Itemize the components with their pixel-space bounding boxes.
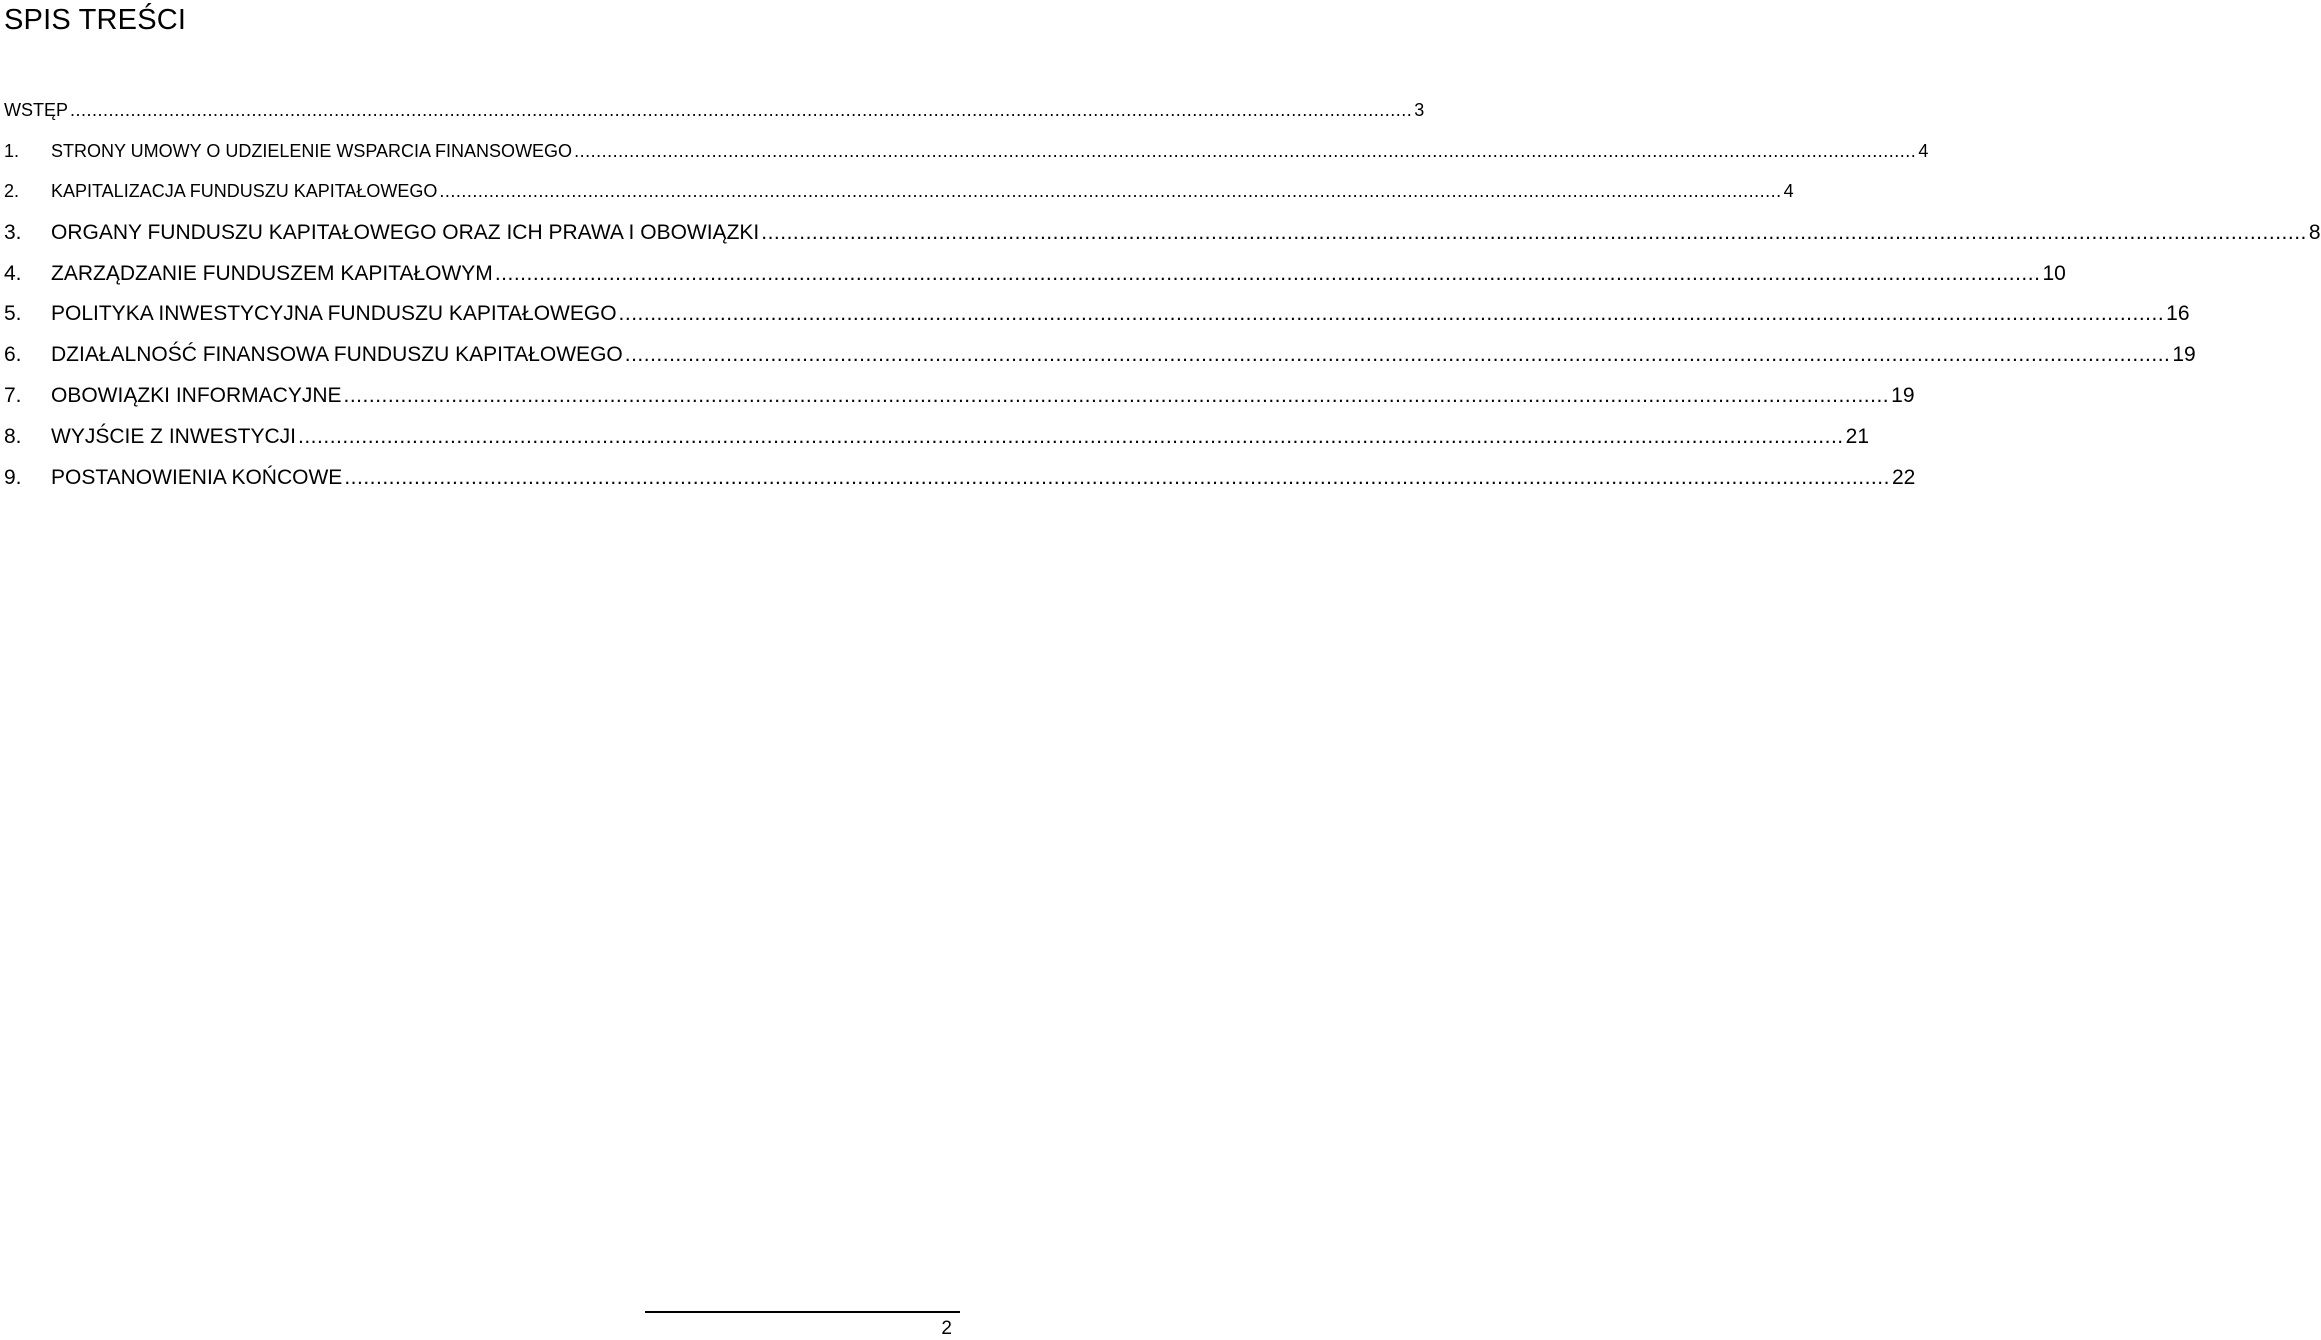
- toc-dot-leader: ....................................................................................................................................................................................................................................................: [618, 302, 2165, 326]
- table-of-contents: [4, 90, 2321, 498]
- toc-entry-number: 6.: [4, 343, 22, 367]
- page-title: SPIS TREŚCI: [4, 4, 187, 36]
- toc-entry-label: OBOWIĄZKI INFORMACYJNE: [51, 383, 342, 407]
- toc-entry-label: KAPITALIZACJA FUNDUSZU KAPITAŁOWEGO: [51, 181, 438, 202]
- toc-entry-page: 8: [2308, 220, 2321, 244]
- toc-entry[interactable]: [4, 253, 2066, 294]
- toc-entry-page: 4: [1918, 140, 1929, 161]
- toc-dot-leader: ....................................................................................................................................................................................................................................................: [439, 181, 1782, 202]
- toc-entry-number: 9.: [4, 465, 22, 489]
- toc-dot-leader: ....................................................................................................................................................................................................................................................: [343, 383, 1890, 407]
- toc-entry-page: 4: [1783, 181, 1794, 202]
- toc-dot-leader: ....................................................................................................................................................................................................................................................: [298, 424, 1844, 448]
- toc-entry[interactable]: [4, 416, 1869, 457]
- toc-entry-label: DZIAŁALNOŚĆ FINANSOWA FUNDUSZU KAPITAŁOWEGO: [51, 343, 623, 367]
- toc-entry[interactable]: [4, 90, 1425, 131]
- toc-entry-number: 5.: [4, 302, 22, 326]
- toc-dot-leader: ....................................................................................................................................................................................................................................................: [70, 99, 1413, 120]
- toc-entry[interactable]: [4, 376, 1915, 417]
- toc-entry[interactable]: [4, 172, 1794, 213]
- toc-entry-page: 21: [1845, 424, 1869, 448]
- toc-entry-label: WSTĘP: [4, 99, 69, 120]
- toc-entry-page: 10: [2042, 261, 2066, 285]
- toc-dot-leader: ....................................................................................................................................................................................................................................................: [494, 261, 2041, 285]
- toc-entry[interactable]: [4, 457, 1916, 498]
- toc-entry-label: ORGANY FUNDUSZU KAPITAŁOWEGO ORAZ ICH PRAWA I OBOWIĄZKI: [51, 220, 760, 244]
- toc-entry-number: 3.: [4, 220, 22, 244]
- toc-entry-number: 7.: [4, 383, 22, 407]
- toc-entry-label: POSTANOWIENIA KOŃCOWE: [51, 465, 343, 489]
- toc-entry-page: 3: [1414, 99, 1425, 120]
- toc-entry-page: 19: [2172, 343, 2196, 367]
- toc-entry[interactable]: [4, 212, 2321, 253]
- toc-entry-number: 2.: [4, 181, 20, 202]
- toc-entry-page: 19: [1891, 383, 1915, 407]
- toc-entry[interactable]: [4, 131, 1929, 172]
- toc-entry-page: 16: [2166, 302, 2190, 326]
- toc-entry-label: WYJŚCIE Z INWESTYCJI: [51, 424, 297, 448]
- toc-entry-label: STRONY UMOWY O UDZIELENIE WSPARCIA FINANSOWEGO: [51, 140, 573, 161]
- toc-entry-label: ZARZĄDZANIE FUNDUSZEM KAPITAŁOWYM: [51, 261, 493, 285]
- toc-entry-number: 8.: [4, 424, 22, 448]
- page-number: 2: [941, 1318, 952, 1339]
- toc-dot-leader: ....................................................................................................................................................................................................................................................: [761, 220, 2307, 244]
- toc-entry-number: 4.: [4, 261, 22, 285]
- toc-entry-number: 1.: [4, 140, 20, 161]
- toc-entry[interactable]: [4, 335, 2196, 376]
- toc-dot-leader: ....................................................................................................................................................................................................................................................: [574, 140, 1917, 161]
- toc-dot-leader: ....................................................................................................................................................................................................................................................: [344, 465, 1890, 489]
- toc-entry[interactable]: [4, 294, 2190, 335]
- footer-rule: [645, 1311, 960, 1313]
- toc-entry-label: POLITYKA INWESTYCYJNA FUNDUSZU KAPITAŁOWEGO: [51, 302, 617, 326]
- toc-entry-page: 22: [1891, 465, 1916, 489]
- toc-dot-leader: ....................................................................................................................................................................................................................................................: [624, 343, 2171, 367]
